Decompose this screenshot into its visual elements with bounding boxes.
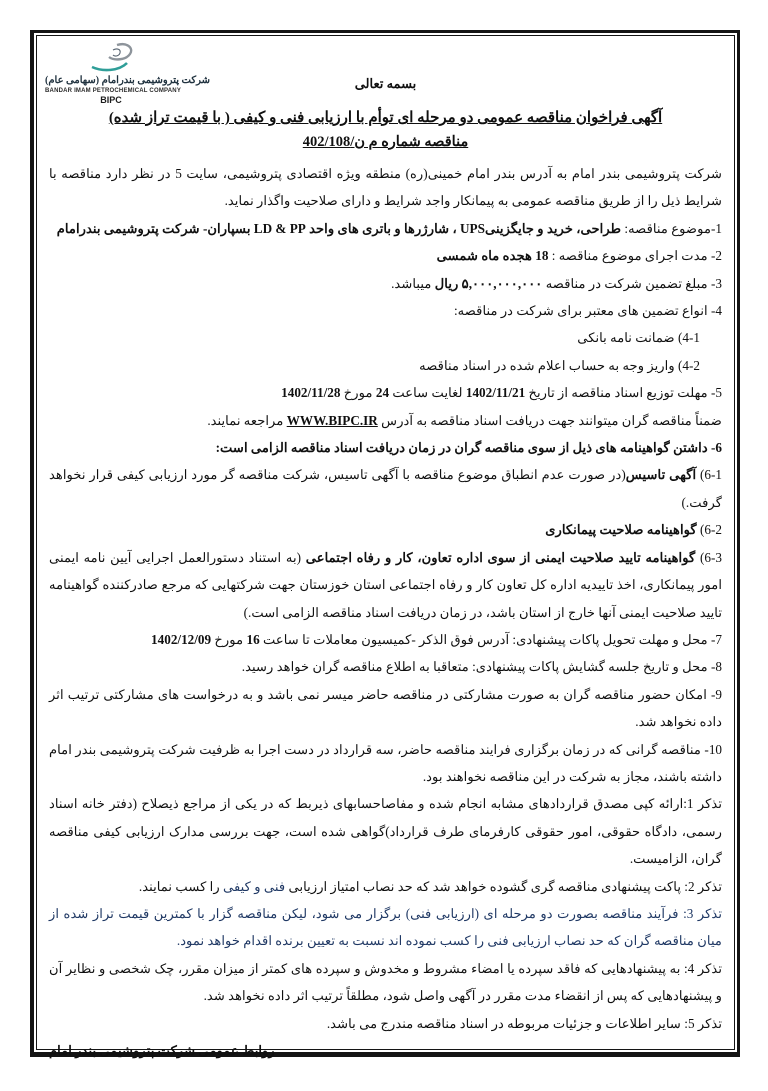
text-segment: مورخ — [211, 631, 247, 647]
logo-company-name-en: BANDAR IMAM PETROCHEMICAL COMPANY — [45, 87, 182, 94]
text-segment: فنی و کیفی — [223, 878, 286, 894]
item-6-3-safety-certificate — [49, 544, 722, 626]
note-3 — [49, 900, 722, 955]
text-segment: گواهینامه صلاحیت پیمانکاری — [545, 522, 697, 538]
tender-number: مناقصه شماره م ن/402/108 — [302, 134, 469, 150]
text-segment: 24 — [375, 385, 390, 401]
item-9-joint-participation — [49, 681, 722, 736]
signature — [49, 1037, 722, 1064]
item-6-2-contractor-qualification — [49, 516, 722, 543]
text-segment: 7- محل و مهلت تحویل پاکات پیشنهادی: آدرس فوق الذکر -کمیسیون معاملات تا ساعت — [259, 631, 722, 647]
item-1-subject — [49, 215, 722, 242]
text-segment: (به استناد دستورالعمل اجرایی آیین نامه ایمنی امور پیمانکاری، اخذ تاییدیه اداره کل تعاون کار و رفاه اجتماعی استان خوزستان جهت شرکتهایی که مرجع صادرکننده گواهینامه تایید صلاحیت ایمنی آنها خارج از استان باشد، در زمان دریافت اسناد مناقصه الزامی است.) — [49, 549, 722, 620]
note-4 — [49, 955, 722, 1010]
intro-paragraph — [49, 160, 722, 215]
item-4-1-bank-guarantee — [49, 324, 722, 351]
text-segment: تذکر 2: پاکت پیشنهادی مناقصه گری گشوده خواهد شد که حد نصاب امتیاز ارزیابی — [285, 878, 722, 894]
text-segment: 8- محل و تاریخ جلسه گشایش پاکات پیشنهادی: متعاقبا به اطلاع مناقصه گران خواهد رسید. — [241, 659, 722, 675]
text-segment: 4-2) واریز وجه به حساب اعلام شده در اسناد مناقصه — [419, 357, 700, 373]
text-segment: شرکت پتروشیمی بندر امام به آدرس بندر امام خمینی(ره) منطقه ویژه اقتصادی پتروشیمی، سایت 5 در نظر دارد مناقصه با شرایط ذیل را از طریق مناقصه عمومی به پیمانکار واجد شرایط و دارای صلاحیت واگذار نماید. — [49, 166, 722, 209]
item-3-guarantee-amount — [49, 270, 722, 297]
text-segment: ضمناً مناقصه گران میتوانند جهت دریافت اسناد مناقصه به آدرس — [377, 412, 722, 428]
item-5-document-distribution — [49, 379, 722, 406]
text-segment: 1402/11/21 — [465, 385, 526, 401]
website-link[interactable]: WWW.BIPC.IR — [286, 412, 378, 428]
text-segment: 3- مبلغ تضمین شرکت در مناقصه — [542, 275, 722, 291]
text-segment: طراحی، خرید و جایگزینیUPS ، شارژرها و باتری های واحد LD & PP بسپاران- شرکت پتروشیمی بندرامام — [56, 220, 622, 236]
item-6-certificates — [49, 434, 722, 461]
text-segment: 6-1) — [696, 467, 722, 483]
text-segment: لغایت ساعت — [389, 385, 466, 401]
text-segment: تذکر 5: سایر اطلاعات و جزئیات مربوطه در اسناد مناقصه مندرج می باشد. — [326, 1015, 722, 1031]
note-2 — [49, 873, 722, 900]
text-segment: 2- مدت اجرای موضوع مناقصه : — [548, 248, 722, 264]
text-segment: 6-3) — [695, 549, 722, 565]
document-frame — [30, 30, 740, 1057]
text-segment: 6-2) — [696, 522, 722, 538]
item-4-guarantee-types — [49, 297, 722, 324]
document-page — [36, 35, 735, 1058]
note-5 — [49, 1010, 722, 1037]
text-segment: را کسب نمایند. — [138, 878, 223, 894]
text-segment: 4-1) ضمانت نامه بانکی — [577, 330, 700, 346]
text-segment: مراجعه نمایند. — [207, 412, 287, 428]
item-8-opening-session — [49, 653, 722, 680]
item-10-contract-capacity — [49, 736, 722, 791]
logo-abbreviation: BIPC — [100, 95, 122, 105]
text-segment: ریال — [434, 275, 462, 291]
item-2-duration — [49, 242, 722, 269]
text-segment: 10- مناقصه گرانی که در زمان برگزاری فرایند مناقصه حاضر، سه قرارداد در دست اجرا به ظرفیت شرکت پتروشیمی بندر امام داشته باشند، مجاز به شرکت در این مناقصه نخواهند بود. — [49, 741, 722, 784]
text-segment: تذکر 1:ارائه کپی مصدق قراردادهای مشابه انجام شده و مفاصاحسابهای ذیربط که در یکی از مراجع ذیصلاح (دفتر خانه اسناد رسمی، دادگاه حقوقی، امور حقوقی کارفرمای طرف قرارداد)گواهی شده است، جهت بررسی مدارک ارزیابی کیفی مناقصه گران، الزامیست. — [49, 796, 722, 867]
text-segment: 5- مهلت توزیع اسناد مناقصه از تاریخ — [525, 385, 722, 401]
text-segment: میباشد. — [391, 275, 435, 291]
website-note — [49, 407, 722, 434]
bismillah-text: بسمه تعالی — [354, 76, 417, 91]
text-segment: 4- انواع تضمین های معتبر برای شرکت در مناقصه: — [453, 303, 722, 319]
text-segment: 9- امکان حضور مناقصه گران به صورت مشارکتی در مناقصه حاضر میسر نمی باشد و به درخواست های مشارکتی ترتیب اثر داده نخواهد شد. — [49, 686, 722, 730]
text-segment: 1402/11/28 — [281, 385, 341, 401]
text-segment: (در صورت عدم انطباق موضوع مناقصه با آگهی تاسیس، شرکت مناقصه گر مورد ارزیابی کیفی قرار نخواهد گرفت.) — [49, 467, 722, 510]
text-segment: آگهی تاسیس — [625, 467, 697, 483]
document-body — [49, 160, 722, 1064]
text-segment: 18 هجده ماه شمسی — [436, 248, 549, 264]
item-7-submission — [49, 626, 722, 653]
text-segment: 1-موضوع مناقصه: — [621, 220, 722, 236]
text-segment: روابط عمومی شرکت پتروشیمی بندر امام — [49, 1043, 275, 1058]
text-segment: 16 — [246, 631, 260, 647]
text-segment: تذکر 3: فرآیند مناقصه بصورت دو مرحله ای (ارزیابی فنی) برگزار می شود، لیکن مناقصه گزار با کمترین قیمت تراز شده از میان مناقصه گران که حد نصاب ارزیابی فنی را کسب نموده اند نسبت به تعیین برنده اقدام خواهد نمود. — [49, 905, 722, 949]
text-segment: 6- داشتن گواهینامه های ذیل از سوی مناقصه گران در زمان دریافت اسناد مناقصه الزامی است: — [215, 440, 722, 456]
item-6-1-establishment-notice — [49, 461, 722, 516]
text-segment: گواهینامه تایید صلاحیت ایمنی از سوی اداره تعاون، کار و رفاه اجتماعی — [301, 549, 696, 565]
text-segment: 1402/12/09 — [151, 631, 212, 647]
text-segment: تذکر 4: به پیشنهادهایی که فاقد سپرده یا امضاء مشروط و مخدوش و سپرده های کمتر از میزان مقرر، چک شخصی و نظایر آن و پیشنهادهایی که پس از انقضاء مدت مقرر در آگهی واصل شود، مطلقاً ترتیب اثر داده نخواهد شد. — [49, 960, 722, 1004]
item-4-2-deposit — [49, 352, 722, 379]
page-title: آگهی فراخوان مناقصه عمومی دو مرحله ای توأم با ارزیابی فنی و کیفی ( با قیمت تراز شده) — [108, 110, 663, 126]
logo-company-name-fa: شرکت پتروشیمی بندرامام (سهامی عام) — [45, 75, 210, 86]
company-logo — [45, 41, 210, 106]
text-segment: مورخ — [340, 385, 376, 401]
text-segment: ۵,۰۰۰,۰۰۰,۰۰۰ — [461, 275, 543, 291]
note-1 — [49, 790, 722, 872]
bipc-swirl-logo-icon — [83, 41, 139, 75]
